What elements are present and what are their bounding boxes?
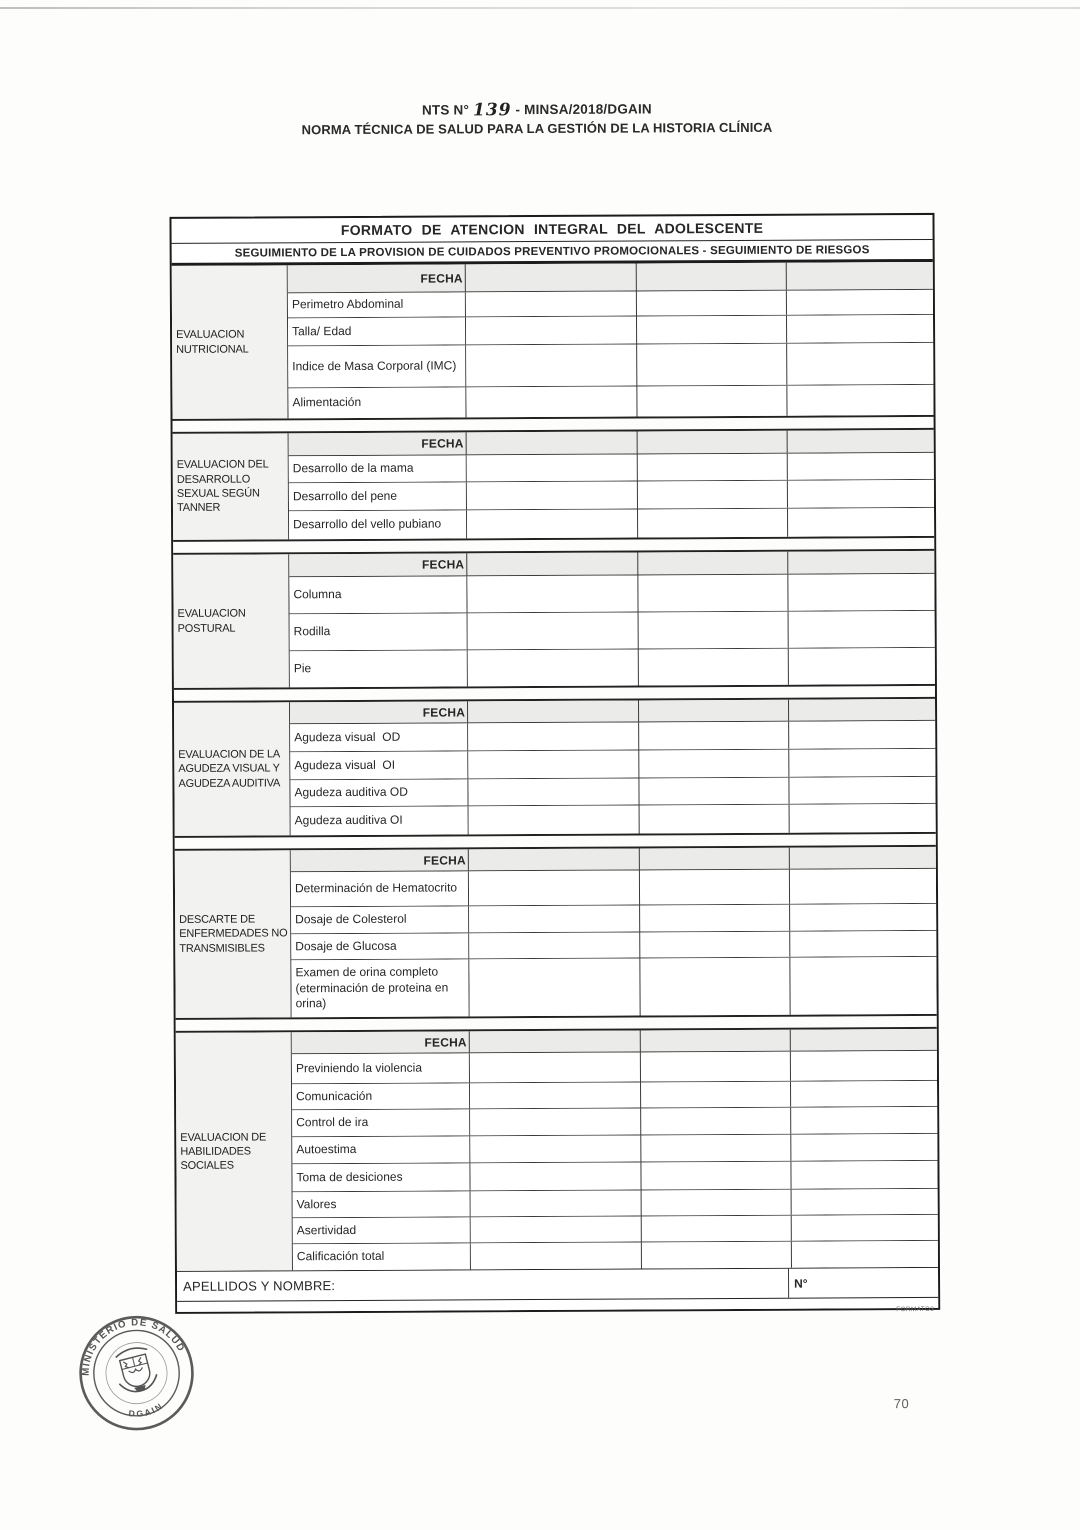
section-agudeza-visual-auditiva	[174, 699, 936, 836]
table-row	[290, 777, 935, 807]
numero-cell: N°	[788, 1268, 938, 1298]
table-row	[289, 453, 934, 483]
norma-title: NORMA TÉCNICA DE SALUD PARA LA GESTIÓN DE LA HISTORIA CLÍNICA	[301, 119, 773, 138]
row-label: Determinación de Hematocrito	[291, 871, 469, 906]
table-row	[288, 385, 933, 418]
table-row	[290, 611, 935, 651]
fecha-row	[289, 551, 934, 577]
value-cells	[466, 315, 933, 344]
section-label: EVALUACION DE HABILIDADES SOCIALES	[176, 1032, 293, 1271]
fecha-value-cells	[470, 1029, 937, 1052]
value-cells	[471, 1189, 938, 1216]
table-row	[289, 574, 934, 614]
table-row	[290, 648, 935, 687]
row-label: Pie	[290, 650, 468, 687]
table-row	[293, 1241, 938, 1270]
row-label: Talla/ Edad	[288, 317, 466, 345]
fecha-row	[288, 262, 933, 293]
value-cells	[469, 904, 936, 932]
value-cells	[470, 1161, 937, 1190]
section-label: EVALUACION DE LA AGUDEZA VISUAL Y AGUDEZA AUDITIVA	[174, 702, 291, 836]
page-number: 70	[893, 1396, 910, 1412]
row-label: Desarrollo de la mama	[289, 455, 467, 482]
table-row	[292, 1134, 937, 1164]
table-row	[293, 1189, 938, 1218]
form-table	[169, 213, 940, 1314]
value-cells	[471, 1241, 938, 1269]
value-cells	[470, 1134, 937, 1162]
value-cells	[469, 804, 936, 834]
form-subtitle: SEGUIMIENTO DE LA PROVISION DE CUIDADOS PREVENTIVO PROMOCIONALES - SEGUIMIENTO DE RIESGOS	[172, 240, 933, 266]
row-label: Toma de desiciones	[292, 1163, 470, 1191]
value-cells	[466, 290, 933, 316]
form-code: FORMATO3	[896, 1305, 935, 1314]
section-evaluacion-postural	[173, 551, 935, 688]
row-label: Examen de orina completo (eterminación de proteina en orina)	[291, 959, 469, 1017]
row-label: Agudeza visual OI	[290, 751, 468, 779]
section-habilidades-sociales	[176, 1029, 938, 1271]
row-label: Dosaje de Colesterol	[291, 906, 469, 933]
value-cells	[469, 957, 936, 1016]
fecha-label: FECHA	[289, 432, 467, 455]
table-row	[290, 749, 935, 780]
fecha-label: FECHA	[289, 553, 467, 576]
form-title: FORMATO DE ATENCION INTEGRAL DEL ADOLESCENTE	[171, 215, 932, 244]
value-cells	[468, 611, 935, 649]
table-row	[293, 1215, 938, 1244]
footer-row	[177, 1267, 938, 1301]
nts-number-handwritten: 139	[472, 100, 512, 121]
row-label: Rodilla	[290, 613, 468, 650]
fecha-value-cells	[466, 262, 933, 291]
value-cells	[469, 869, 936, 905]
table-row	[288, 315, 933, 346]
table-row	[291, 957, 936, 1017]
fecha-label: FECHA	[292, 1031, 470, 1053]
value-cells	[467, 453, 934, 481]
row-label: Agudeza auditiva OI	[291, 806, 469, 835]
row-label: Autoestima	[292, 1136, 470, 1163]
fecha-label: FECHA	[288, 264, 466, 292]
value-cells	[468, 721, 935, 750]
value-cells	[471, 1215, 938, 1242]
row-label: Calificación total	[293, 1243, 471, 1270]
fecha-value-cells	[467, 430, 934, 454]
seal-top-text: MINISTERIO DE SALUD	[80, 1317, 187, 1377]
ministry-seal	[75, 1312, 198, 1435]
row-label: Control de ira	[292, 1109, 470, 1136]
value-cells	[468, 777, 935, 805]
value-cells	[469, 931, 936, 958]
value-cells	[468, 648, 935, 686]
document-header	[0, 97, 1077, 141]
table-row	[290, 721, 935, 752]
fecha-label: FECHA	[291, 849, 469, 871]
value-cells	[466, 385, 933, 417]
value-cells	[470, 1107, 937, 1135]
table-row	[291, 904, 936, 934]
section-label: EVALUACION POSTURAL	[173, 554, 290, 688]
value-cells	[466, 343, 933, 386]
table-row	[291, 869, 936, 907]
value-cells	[467, 508, 934, 538]
row-label: Desarrollo del pene	[289, 482, 467, 510]
row-label: Previniendo la violencia	[292, 1053, 470, 1083]
section-descarte-enfermedades	[175, 847, 937, 1018]
nts-prefix: NTS N°	[421, 102, 470, 118]
coat-of-arms-icon	[112, 1344, 160, 1395]
fecha-value-cells	[469, 847, 936, 870]
table-row	[288, 343, 933, 388]
section-evaluacion-nutricional	[172, 262, 934, 419]
section-label: DESCARTE DE ENFERMEDADES NO TRANSMISIBLES	[175, 850, 292, 1018]
value-cells	[470, 1081, 937, 1108]
fecha-value-cells	[468, 699, 935, 722]
seal-bottom-text: DGAIN	[128, 1400, 166, 1419]
table-row	[292, 1107, 937, 1137]
row-label: Agudeza auditiva OD	[290, 779, 468, 806]
fecha-value-cells	[467, 551, 934, 575]
table-row	[292, 1051, 937, 1084]
value-cells	[467, 480, 934, 509]
value-cells	[468, 749, 935, 778]
table-row	[292, 1161, 937, 1192]
section-label: EVALUACION NUTRICIONAL	[172, 265, 289, 419]
table-row	[291, 804, 936, 835]
fecha-row	[289, 430, 934, 456]
section-desarrollo-sexual-tanner	[173, 430, 935, 540]
table-row	[289, 480, 934, 511]
row-label: Desarrollo del vello pubiano	[289, 510, 467, 539]
nts-suffix: - MINSA/2018/DGAIN	[515, 101, 652, 118]
row-label: Columna	[289, 576, 467, 613]
row-label: Comunicación	[292, 1083, 470, 1109]
apellidos-nombre-label: APELLIDOS Y NOMBRE:	[183, 1278, 336, 1294]
section-label: EVALUACION DEL DESARROLLO SEXUAL SEGÚN TANNER	[173, 433, 290, 540]
table-row	[292, 1081, 937, 1110]
value-cells	[470, 1051, 937, 1082]
row-label: Asertividad	[293, 1217, 471, 1243]
value-cells	[467, 574, 934, 612]
row-label: Alimentación	[288, 387, 466, 418]
row-label: Perimetro Abdominal	[288, 292, 466, 317]
row-label: Agudeza visual OD	[290, 723, 468, 751]
table-row	[291, 931, 936, 960]
row-label: Valores	[293, 1191, 471, 1217]
fecha-label: FECHA	[290, 701, 468, 723]
table-row	[288, 290, 933, 318]
table-row	[289, 508, 934, 539]
row-label: Dosaje de Glucosa	[291, 933, 469, 959]
row-label: Indice de Masa Corporal (IMC)	[288, 345, 466, 387]
